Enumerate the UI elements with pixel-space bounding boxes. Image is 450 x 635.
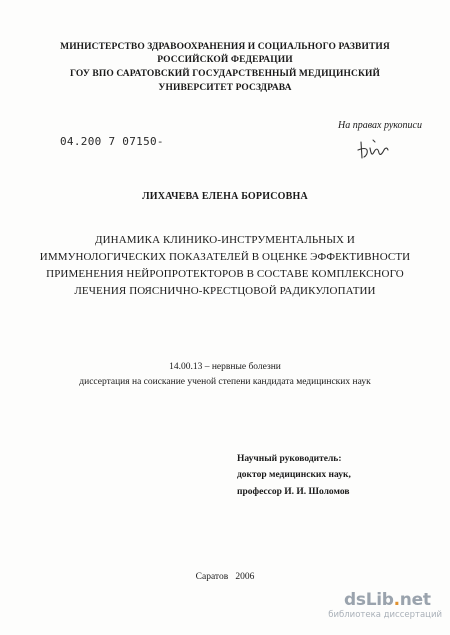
title-line-4: ЛЕЧЕНИЯ ПОЯСНИЧНО-КРЕСТЦОВОЙ РАДИКУЛОПАТИИ [74, 285, 376, 297]
title-line-1: ДИНАМИКА КЛИНИКО-ИНСТРУМЕНТАЛЬНЫХ И [95, 234, 355, 246]
watermark-brand [344, 590, 431, 610]
supervisor-name: профессор И. И. Шоломов [237, 487, 350, 497]
title-line-2: ИММУНОЛОГИЧЕСКИХ ПОКАЗАТЕЛЕЙ В ОЦЕНКЕ ЭФФЕКТИВНОСТИ [39, 251, 411, 263]
registration-number: 04.200 7 07150- [60, 135, 164, 148]
supervisor-heading: Научный руководитель: [237, 454, 342, 464]
watermark-brand-dot: . [393, 590, 400, 610]
watermark-subtitle: библиотека диссертаций [328, 610, 442, 620]
watermark-brand-tld: net [399, 590, 431, 610]
watermark-brand-main: dsLib [344, 590, 394, 610]
supervisor-degree: доктор медицинских наук, [237, 470, 351, 480]
university-line-2: УНИВЕРСИТЕТ РОСЗДРАВА [158, 83, 292, 93]
title-line-3: ПРИМЕНЕНИЯ НЕЙРОПРОТЕКТОРОВ В СОСТАВЕ КОМПЛЕКСНОГО [46, 268, 404, 280]
city-year: Саратов 2006 [195, 572, 255, 582]
rights-note: На правах рукописи [338, 120, 422, 131]
specialty-code: 14.00.13 – нервные болезни [169, 362, 281, 372]
author-name: ЛИХАЧЕВА ЕЛЕНА БОРИСОВНА [142, 191, 308, 202]
university-line-1: ГОУ ВПО САРАТОВСКИЙ ГОСУДАРСТВЕННЫЙ МЕДИЦИНСКИЙ [70, 69, 380, 79]
signature-icon [355, 136, 395, 162]
dslib-watermark [328, 590, 444, 626]
degree-statement: диссертация на соискание ученой степени кандидата медицинских наук [79, 377, 371, 387]
ministry-line-1: МИНИСТЕРСТВО ЗДРАВООХРАНЕНИЯ И СОЦИАЛЬНОГО РАЗВИТИЯ [60, 42, 390, 52]
ministry-line-2: РОССИЙСКОЙ ФЕДЕРАЦИИ [157, 55, 293, 65]
